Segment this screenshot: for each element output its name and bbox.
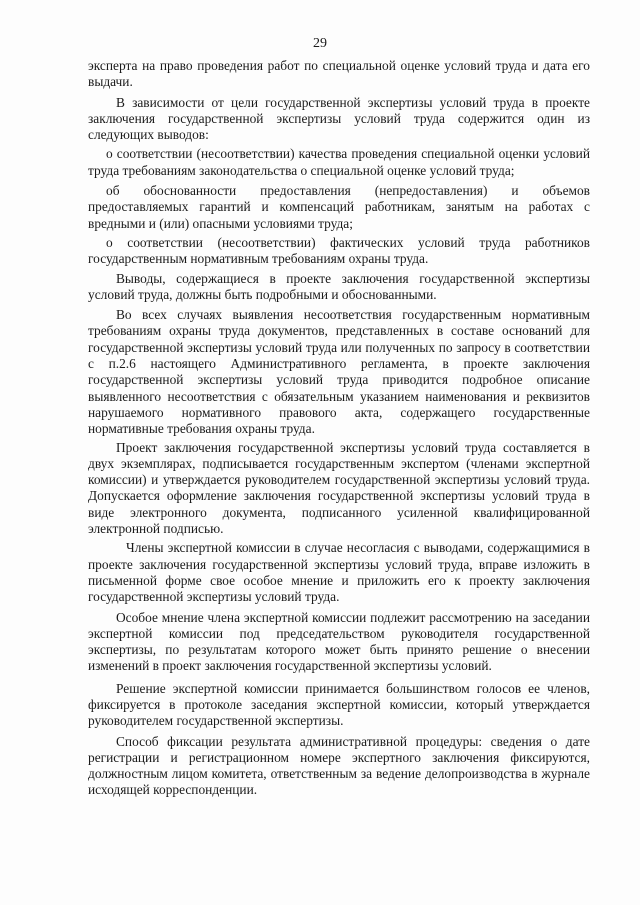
page-number: 29 bbox=[313, 36, 327, 51]
paragraph-conclusion-conditions: о соответствии (несоответствии) фактических условий труда работников государственным нормативным требованиям охраны труда. bbox=[88, 234, 590, 267]
paragraph-nonconformity: Во всех случаях выявления несоответствия государственным нормативным требованиям охраны труда документов, представленных в составе оснований для государственной экспертизы условий труда или полученных по запросу в соответствии с п.2.6 настоящего Административного регламента, в проекте заключения государственной экспертизы условий труда приводится подробное описание выявленного несоответствия с обязательным указанием наименования и реквизитов нарушаемого нормативного правового акта, содержащего государственные нормативные требования охраны труда. bbox=[88, 307, 590, 437]
paragraph-conclusion-intro: В зависимости от цели государственной экспертизы условий труда в проекте заключения государственной экспертизы условий труда содержится один из следующих выводов: bbox=[88, 94, 590, 143]
paragraph-commission-members: Члены экспертной комиссии в случае несогласия с выводами, содержащимися в проекте заключения государственной экспертизы условий труда, вправе изложить в письменной форме свое особое мнение и приложить его к проекту заключения государственной экспертизы условий труда. bbox=[88, 540, 590, 605]
paragraph-conclusion-guarantees: об обоснованности предоставления (непредоставления) и объемов предоставляемых гарантий и компенсаций работникам, занятым на работах с вредными и (или) опасными условиями труда; bbox=[88, 183, 590, 231]
paragraph-commission-decision: Решение экспертной комиссии принимается большинством голосов ее членов, фиксируется в протоколе заседания экспертной комиссии, который утверждается руководителем государственной экспертизы. bbox=[88, 680, 590, 729]
paragraph-conclusions-detailed: Выводы, содержащиеся в проекте заключения государственной экспертизы условий труда, должны быть подробными и обоснованными. bbox=[88, 270, 590, 302]
document-body bbox=[88, 58, 590, 799]
paragraph-expert-certificate: эксперта на право проведения работ по специальной оценке условий труда и дата его выдачи. bbox=[88, 58, 590, 90]
paragraph-special-opinion: Особое мнение члена экспертной комиссии подлежит рассмотрению на заседании экспертной комиссии под председательством руководителя государственной экспертизы, по результатам которого может быть принято решение о внесении изменений в проект заключения государственной экспертизы условий. bbox=[88, 609, 590, 674]
paragraph-draft-conclusion: Проект заключения государственной экспертизы условий труда составляется в двух экземплярах, подписывается государственным экспертом (членами экспертной комиссии) и утверждается руководителем государственной экспертизы условий труда. Допускается оформление заключения государственной экспертизы условий труда в виде электронного документа, подписанного усиленной квалифицированной электронной подписью. bbox=[88, 439, 590, 537]
paragraph-result-recording: Способ фиксации результата административной процедуры: сведения о дате регистрации и регистрационном номере экспертного заключения фиксируются, должностным лицом комитета, ответственным за ведение делопроизводства в журнале исходящей корреспонденции. bbox=[88, 733, 590, 798]
paragraph-conclusion-quality: о соответствии (несоответствии) качества проведения специальной оценки условий труда требованиям законодательства о специальной оценке условий труда; bbox=[88, 146, 590, 178]
